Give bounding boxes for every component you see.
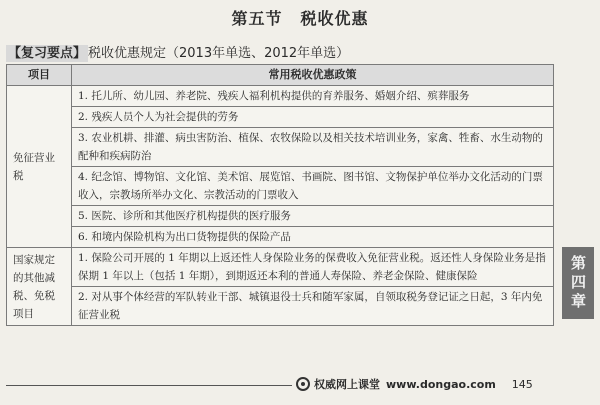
heading-text: 税收优惠规定（2013年单选、2012年单选） xyxy=(88,46,350,61)
page-footer xyxy=(296,376,533,392)
table-row xyxy=(7,227,554,248)
footer-brand: 权威网上课堂 xyxy=(314,378,380,391)
chapter-tab: 第四章 xyxy=(562,247,594,319)
policy-item: 4. 纪念馆、博物馆、文化馆、美术馆、展览馆、书画院、图书馆、文物保护单位举办文化活动的门票收入，宗教场所举办文化、宗教活动的门票收入 xyxy=(72,167,554,206)
tax-preference-table xyxy=(6,64,554,326)
table-row xyxy=(7,167,554,206)
header-project: 项目 xyxy=(7,65,72,86)
policy-item: 2. 残疾人员个人为社会提供的劳务 xyxy=(72,107,554,128)
policy-item: 1. 托儿所、幼儿园、养老院、残疾人福利机构提供的育养服务、婚姻介绍、殡葬服务 xyxy=(72,86,554,107)
category-label: 国家规定的其他减税、免税项目 xyxy=(13,253,55,320)
page-title xyxy=(0,6,600,29)
footer-url: www.dongao.com xyxy=(386,377,496,391)
brand-logo-icon xyxy=(296,377,310,391)
policy-item: 1. 保险公司开展的 1 年期以上返还性人身保险业务的保费收入免征营业税。返还性人身保险业务是指保期 1 年以上（包括 1 年期），到期返还本利的普通人寿保险、养老金保险、健康保险 xyxy=(72,248,554,287)
heading-tag: 【复习要点】 xyxy=(8,46,87,61)
policy-item: 3. 农业机耕、排灌、病虫害防治、植保、农牧保险以及相关技术培训业务，家禽、牲畜、水生动物的配种和疾病防治 xyxy=(72,128,554,167)
policy-item: 2. 对从事个体经营的军队转业干部、城镇退役士兵和随军家属，自领取税务登记证之日起，3 年内免征营业税 xyxy=(72,287,554,326)
section-number: 第五节 xyxy=(231,9,283,28)
footer-divider xyxy=(6,385,292,386)
page-number: 145 xyxy=(511,377,533,391)
category-cell xyxy=(7,248,72,326)
table-row xyxy=(7,86,554,107)
table-row xyxy=(7,248,554,287)
table-row xyxy=(7,107,554,128)
table-row xyxy=(7,287,554,326)
header-policy: 常用税收优惠政策 xyxy=(72,65,554,86)
table-header-row xyxy=(7,65,554,86)
table-row xyxy=(7,128,554,167)
category-label: 免征营业税 xyxy=(13,151,55,182)
table-row xyxy=(7,206,554,227)
review-heading xyxy=(6,42,349,61)
policy-item: 5. 医院、诊所和其他医疗机构提供的医疗服务 xyxy=(72,206,554,227)
section-title: 税收优惠 xyxy=(300,9,369,28)
policy-item: 6. 和境内保险机构为出口货物提供的保险产品 xyxy=(72,227,554,248)
category-cell xyxy=(7,86,72,248)
